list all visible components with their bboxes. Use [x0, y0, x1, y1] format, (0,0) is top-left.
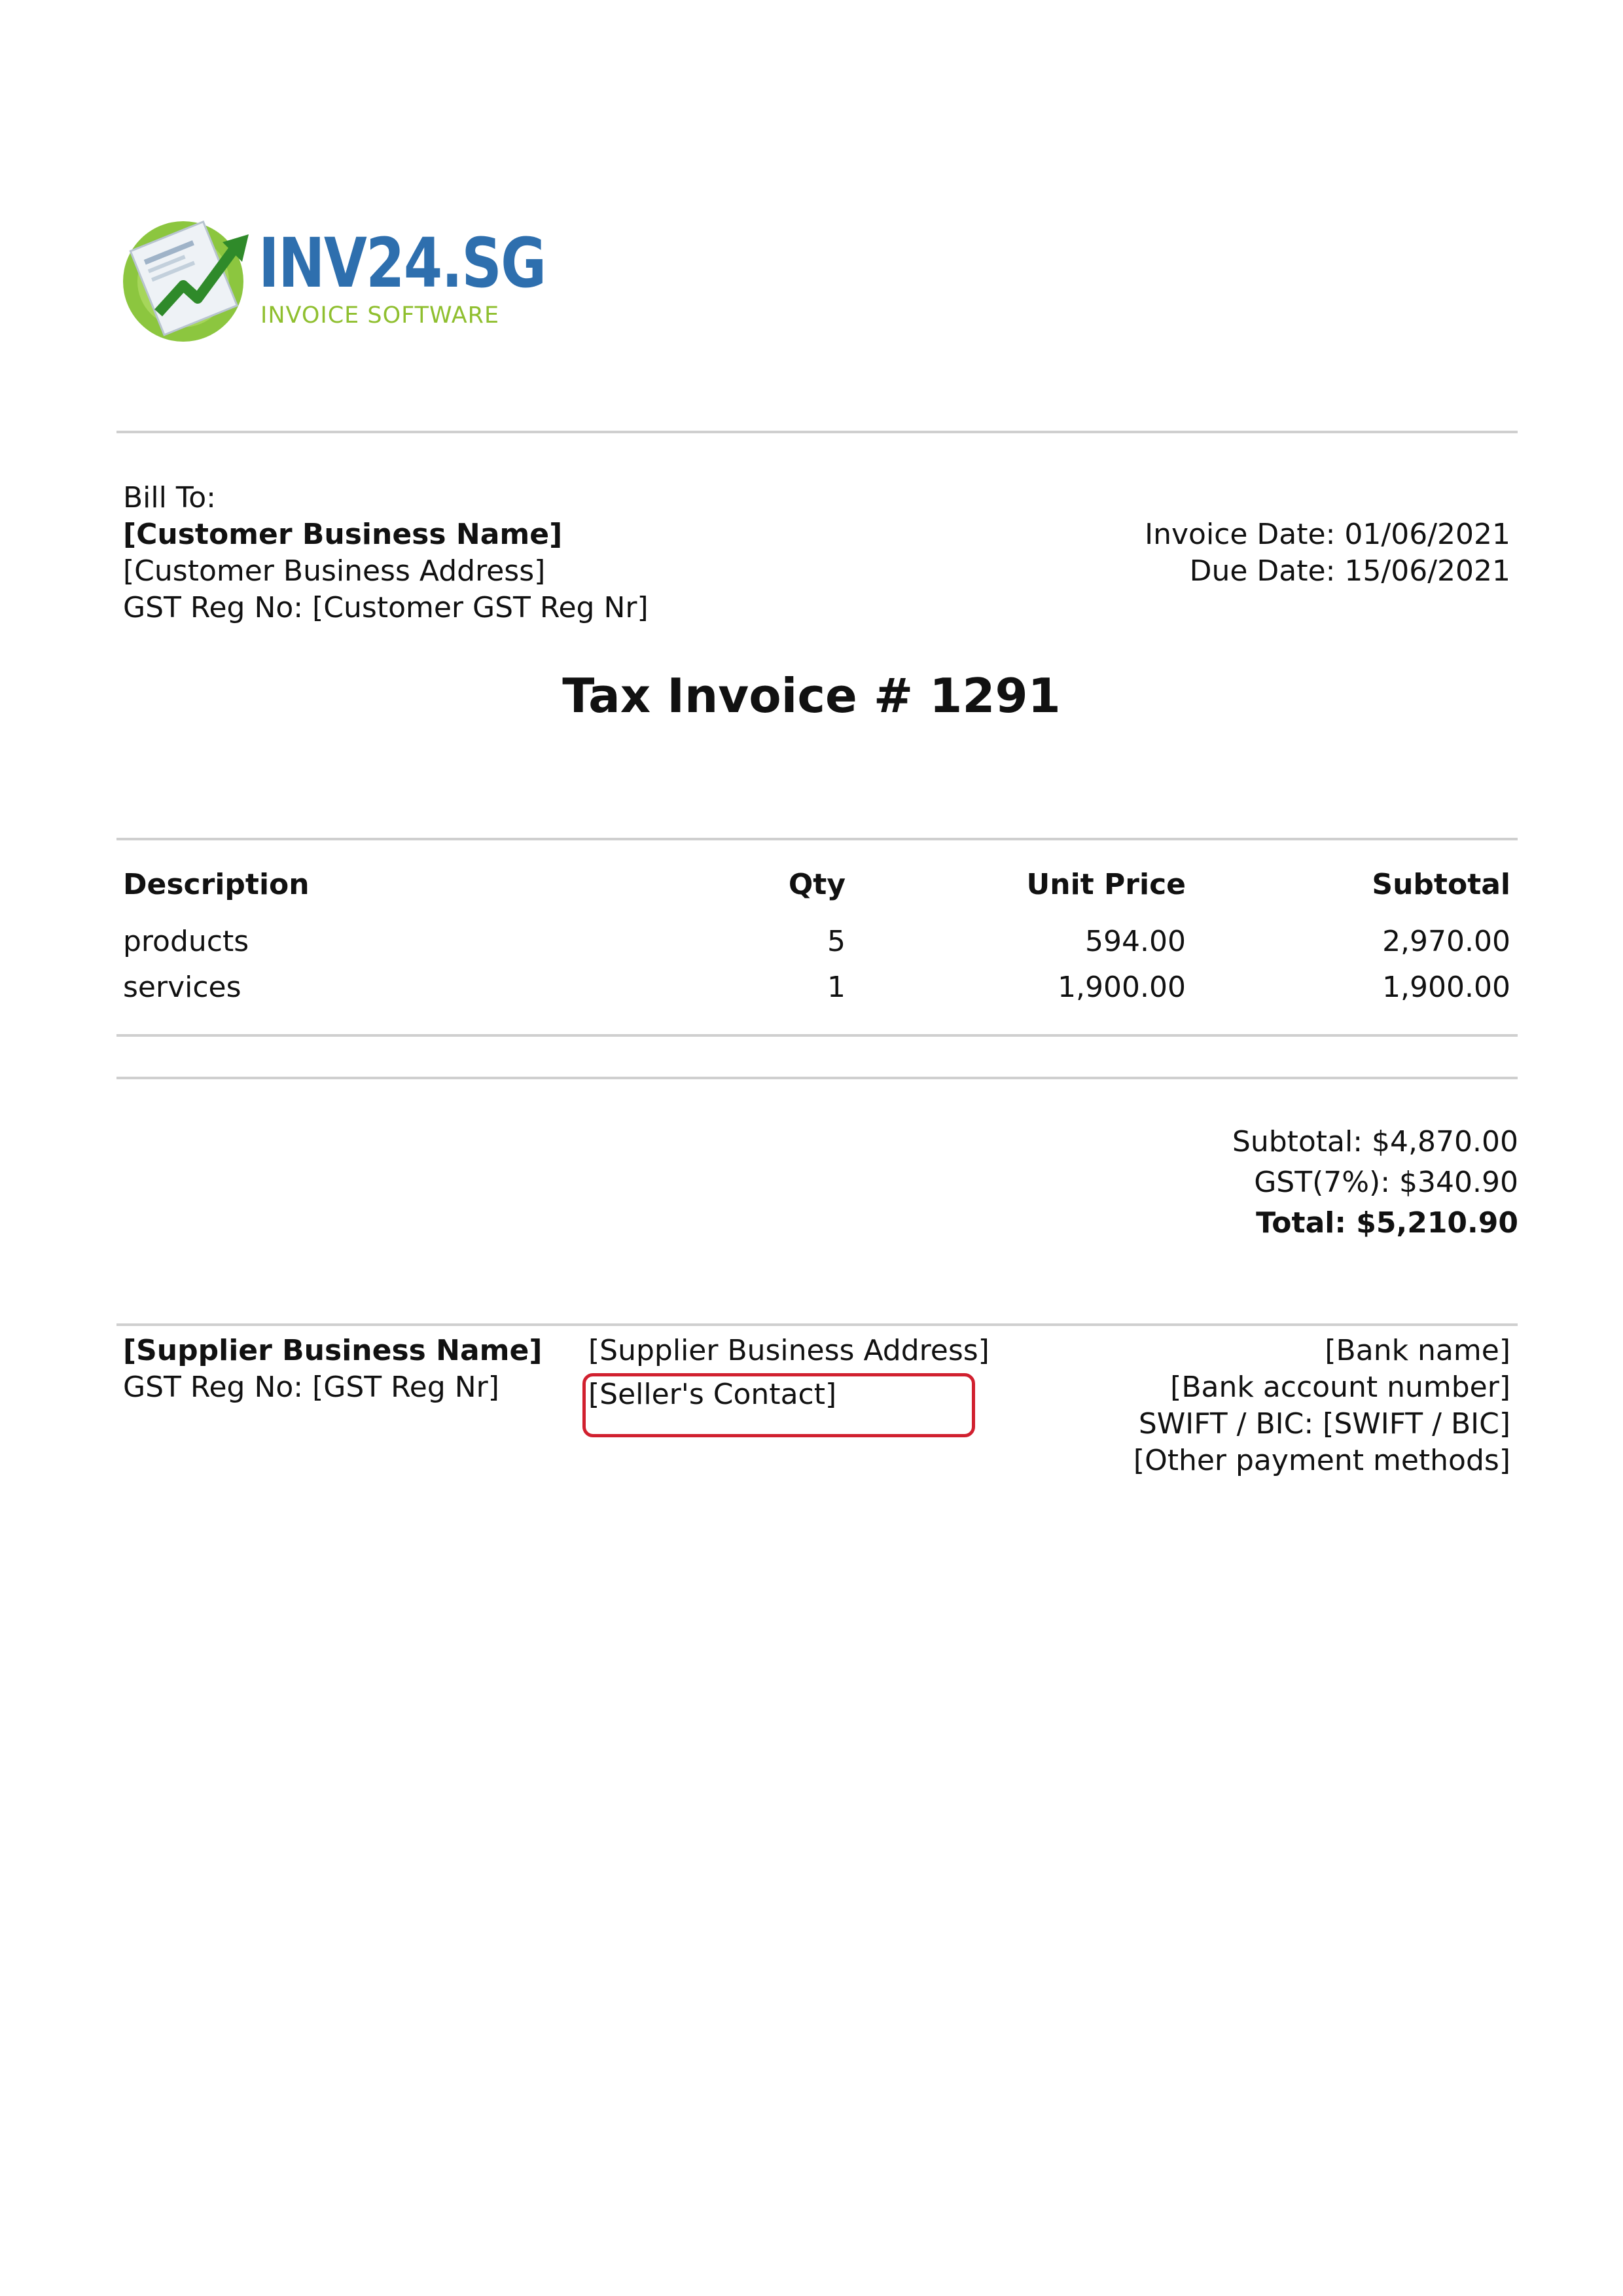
bill-to-label: Bill To: [123, 481, 216, 514]
header-subtotal: Subtotal [1372, 868, 1510, 901]
supplier-business-address: [Supplier Business Address] [588, 1334, 990, 1367]
row-2-subtotal: 1,900.00 [1382, 971, 1510, 1004]
supplier-gst-reg: GST Reg No: [GST Reg Nr] [123, 1371, 499, 1404]
invoice-title: Tax Invoice # 1291 [562, 668, 1061, 723]
customer-gst-reg: GST Reg No: [Customer GST Reg Nr] [123, 591, 649, 624]
totals-divider [116, 1077, 1518, 1079]
row-1-unit-price: 594.00 [1085, 925, 1186, 958]
header-qty: Qty [788, 868, 846, 901]
customer-business-name: [Customer Business Name] [123, 518, 563, 551]
header-divider [116, 431, 1518, 433]
totals-gst: GST(7%): $340.90 [1254, 1166, 1518, 1199]
totals-total: Total: $5,210.90 [1256, 1206, 1518, 1240]
bank-name: [Bank name] [1325, 1334, 1510, 1367]
row-1-subtotal: 2,970.00 [1382, 925, 1510, 958]
customer-business-address: [Customer Business Address] [123, 554, 546, 588]
header-description: Description [123, 868, 310, 901]
supplier-business-name: [Supplier Business Name] [123, 1334, 543, 1367]
row-2-unit-price: 1,900.00 [1058, 971, 1186, 1004]
company-logo [118, 208, 546, 346]
invoice-date: Invoice Date: 01/06/2021 [1145, 518, 1510, 551]
header-unit-price: Unit Price [1026, 868, 1186, 901]
totals-subtotal: Subtotal: $4,870.00 [1232, 1125, 1518, 1158]
table-top-divider [116, 838, 1518, 840]
row-2-qty: 1 [827, 971, 846, 1004]
logo-tagline: INVOICE SOFTWARE [260, 302, 500, 329]
logo-brand-text: INV24.SG [259, 223, 546, 303]
bank-swift: SWIFT / BIC: [SWIFT / BIC] [1138, 1407, 1510, 1441]
due-date: Due Date: 15/06/2021 [1189, 554, 1510, 588]
row-1-qty: 5 [827, 925, 846, 958]
seller-contact: [Seller's Contact] [588, 1378, 837, 1411]
invoice-chart-logo-icon [118, 208, 259, 346]
table-bottom-divider [116, 1034, 1518, 1037]
footer-divider [116, 1323, 1518, 1326]
other-payment-methods: [Other payment methods] [1133, 1444, 1510, 1477]
row-2-description: services [123, 971, 241, 1004]
bank-account-number: [Bank account number] [1170, 1371, 1510, 1404]
row-1-description: products [123, 925, 249, 958]
